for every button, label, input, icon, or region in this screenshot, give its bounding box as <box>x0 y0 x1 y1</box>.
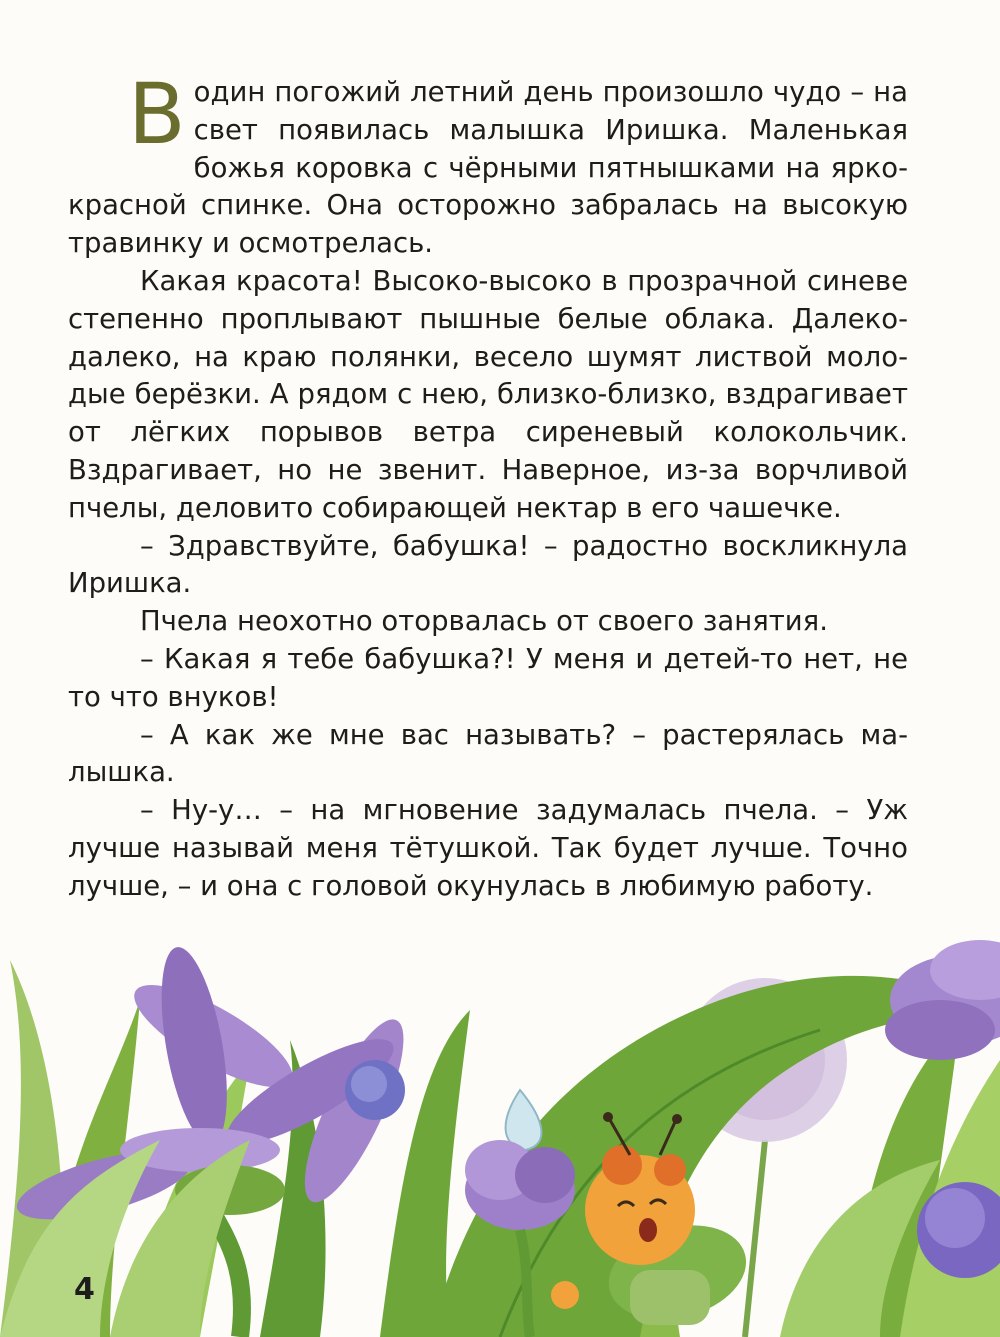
paragraph-5: – Какая я тебе бабушка?! У меня и детей-то нет, не то что внуков! <box>68 642 908 713</box>
page-number: 4 <box>74 1272 95 1307</box>
drop-cap: В <box>128 65 186 163</box>
paragraph-1 <box>68 65 908 263</box>
paragraph-6: – А как же мне вас называть? – растерялась малышка. <box>68 718 908 789</box>
meadow-illustration <box>0 760 1000 1337</box>
clover-flower-left <box>345 1060 405 1120</box>
paragraph-7: – Ну-у… – на мгновение задумалась пчела. – Уж лучше называй меня тётушкой. Так будет лучше. Точно лучше, – и она с головой окунулась в любимую работу. <box>68 794 908 902</box>
paragraph-1-text: один погожий летний день произошло чудо – на свет появилась малышка Иришка. Маленькая божья коровка с чёрными пятнышками на ярко-красной спинке. Она осторожно забралась на высокую травинку и осмотрелась. <box>68 76 908 260</box>
purple-flower-right <box>885 940 1000 1060</box>
paragraph-3: – Здравствуйте, бабушка! – радостно воскликнула Иришка. <box>68 529 908 600</box>
paragraph-4: Пчела неохотно оторвалась от своего занятия. <box>140 605 828 638</box>
paragraph-2: Какая красота! Высоко-высоко в прозрачной синеве степенно проплывают пышные белые облака. Далеко-далеко, на краю полянки, весело шумят листвой молодые берёзки. А рядом с нею, близко-близко, вздрагивает от лёгких порывов ветра сиреневый колокольчик. Вздрагивает, но не звенит. Наверное, из-за ворчливой пчелы, деловито собирающей нектар в его чашечке. <box>68 264 908 524</box>
water-drop <box>506 1090 542 1150</box>
